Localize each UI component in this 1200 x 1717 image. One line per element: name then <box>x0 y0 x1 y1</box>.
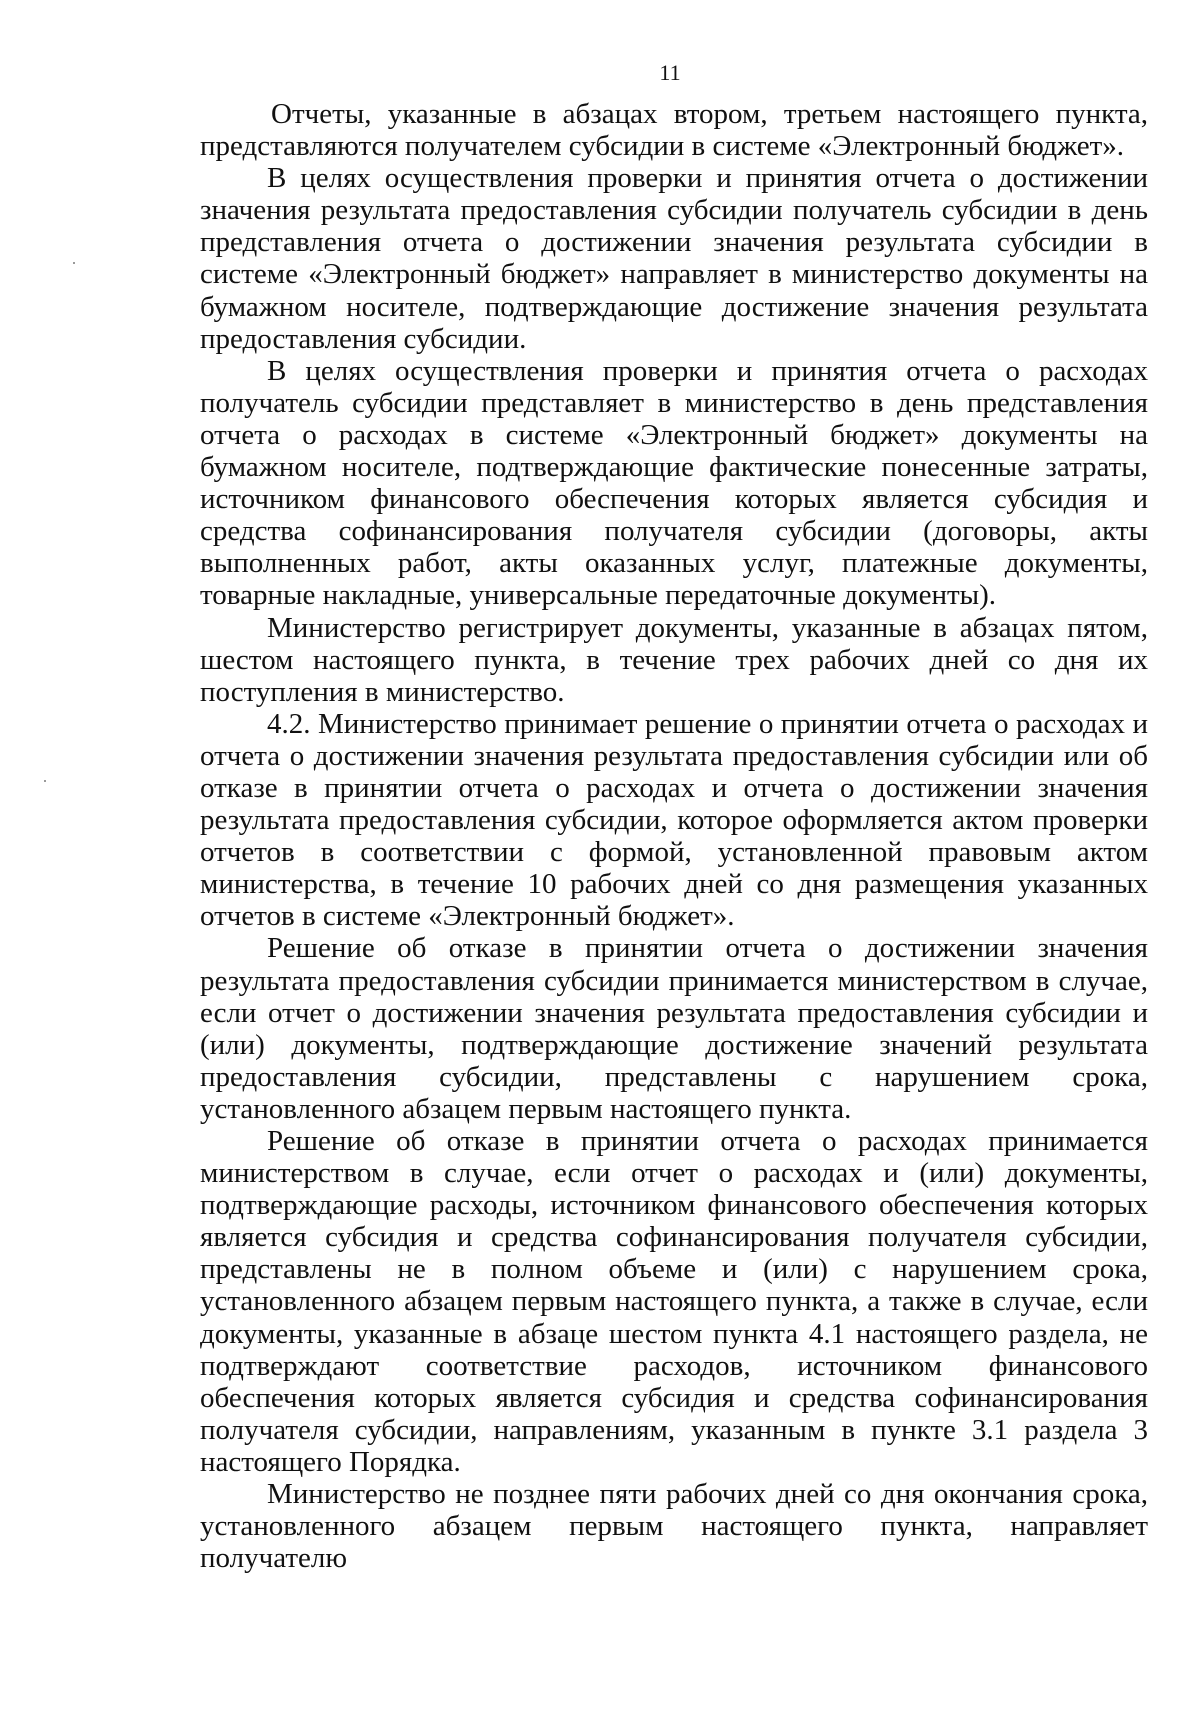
paragraph: Решение об отказе в принятии отчета о расходах принимается министерством в случае, если отчет о расходах и (или) документы, подтверждающие расходы, источником финансового обеспечения которых является субсидия и средства софинансирования получателя субсидии, представлены не в полном объеме и (или) с нарушением срока, установленного абзацем первым настоящего пункта, а также в случае, если документы, указанные в абзаце шестом пункта 4.1 настоящего раздела, не подтверждают соответствие расходов, источником финансового обеспечения которых является субсидия и средства софинансирования получателя субсидии, направлениям, указанным в пункте 3.1 раздела 3 настоящего Порядка. <box>200 1125 1148 1478</box>
page-number: 11 <box>659 60 681 85</box>
paragraph: В целях осуществления проверки и принятия отчета о расходах получатель субсидии представляет в министерство в день представления отчета о расходах в системе «Электронный бюджет» документы на бумажном носителе, подтверждающие фактические понесенные затраты, источником финансового обеспечения которых является субсидия и средства софинансирования получателя субсидии (договоры, акты выполненных работ, акты оказанных услуг, платежные документы, товарные накладные, универсальные передаточные документы). <box>200 354 1148 612</box>
paragraph: Отчеты, указанные в абзацах втором, третьем настоящего пункта, представляются получателем субсидии в системе «Электронный бюджет». <box>200 98 1148 163</box>
paragraph: В целях осуществления проверки и принятия отчета о достижении значения результата предоставления субсидии получатель субсидии в день представления отчета о достижении значения результата субсидии в системе «Электронный бюджет» направляет в министерство документы на бумажном носителе, подтверждающие достижение значения результата предоставления субсидии. <box>200 162 1148 355</box>
paragraph-continued: Министерство не позднее пяти рабочих дней со дня окончания срока, установленного абзацем первым настоящего пункта, направляет получателю <box>200 1478 1148 1575</box>
paragraph: 4.2. Министерство принимает решение о принятии отчета о расходах и отчета о достижении значения результата предоставления субсидии или об отказе в принятии отчета о расходах и отчета о достижении значения результата предоставления субсидии, которое оформляется актом проверки отчетов в соответствии с формой, установленной правовым актом министерства, в течение 10 рабочих дней со дня размещения указанных отчетов в системе «Электронный бюджет». <box>200 707 1148 933</box>
paragraph: Решение об отказе в принятии отчета о достижении значения результата предоставления субсидии принимается министерством в случае, если отчет о достижении значения результата предоставления субсидии и (или) документы, подтверждающие достижение значений результата предоставления субсидии, представлены с нарушением срока, установленного абзацем первым настоящего пункта. <box>200 932 1148 1125</box>
document-body <box>200 98 1148 1574</box>
paragraph: Министерство регистрирует документы, указанные в абзацах пятом, шестом настоящего пункта, в течение трех рабочих дней со дня их поступления в министерство. <box>200 611 1148 708</box>
scan-speck <box>44 780 46 782</box>
scan-speck <box>73 262 75 264</box>
